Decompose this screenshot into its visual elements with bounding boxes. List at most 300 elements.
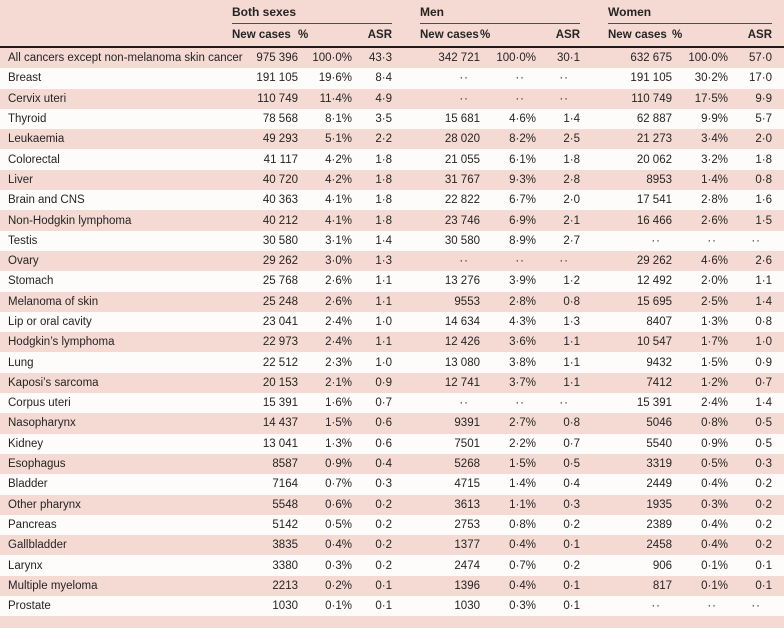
table-row (0, 495, 784, 515)
both-asr-value: 3·5 (375, 113, 392, 126)
men-new-cases-value: 13 080 (444, 356, 480, 369)
women-percent-value: 1·3% (701, 316, 728, 328)
cancer-type-label: Lip or oral cavity (8, 316, 92, 328)
men-new-cases-value: 12 426 (444, 336, 480, 349)
both-percent-value: 2·1% (325, 376, 352, 389)
both-new-cases-value: 5548 (272, 498, 298, 511)
table-bottom-strip (0, 616, 784, 628)
cancer-type-label: Lung (8, 356, 34, 369)
group-header-both-sexes: Both sexes (232, 5, 392, 24)
women-new-cases-value: 8953 (646, 173, 672, 186)
women-percent-value: 30·2% (694, 72, 728, 85)
women-percent-value: 1·7% (701, 336, 728, 349)
table-row (0, 352, 784, 372)
women-percent-value: 2·8% (701, 194, 728, 207)
men-percent-value: 0·7% (509, 559, 536, 572)
men-new-cases-value: 1377 (454, 539, 480, 552)
table-row (0, 535, 784, 555)
both-percent-value: 4·1% (325, 194, 352, 207)
women-new-cases-value: 62 887 (636, 113, 672, 126)
women-asr-value: 17·0 (748, 72, 772, 85)
women-asr-value: 5·7 (755, 113, 772, 126)
men-asr-value: 1·4 (563, 113, 580, 126)
men-asr-value: ·· (559, 397, 569, 410)
both-percent-value: 2·6% (325, 295, 352, 308)
men-percent-value: 1·5% (509, 458, 536, 471)
both-new-cases-value: 7164 (272, 478, 298, 491)
women-new-cases-value: 110 749 (631, 92, 672, 105)
women-asr-value: 2·6 (755, 255, 772, 268)
men-new-cases-value: 21 055 (444, 153, 480, 166)
men-asr-value: 0·7 (563, 437, 580, 450)
col-header-both-percent: % (298, 29, 309, 41)
men-percent-value: ·· (515, 92, 525, 105)
men-asr-value: 1·1 (563, 376, 580, 389)
both-new-cases-value: 23 041 (262, 316, 298, 328)
men-asr-value: ·· (559, 255, 569, 268)
women-asr-value: 1·4 (755, 397, 772, 410)
women-percent-value: 0·1% (701, 579, 728, 592)
table-row (0, 129, 784, 149)
cancer-type-label: Multiple myeloma (8, 579, 98, 592)
men-asr-value: 0·1 (563, 600, 580, 613)
both-percent-value: 2·4% (325, 336, 352, 349)
women-asr-value: ·· (751, 234, 761, 247)
women-new-cases-value: 7412 (646, 376, 672, 389)
men-asr-value: ·· (559, 92, 569, 105)
men-percent-value: 1·4% (509, 478, 536, 491)
men-asr-value: 1·1 (563, 336, 580, 349)
col-header-men-asr: ASR (555, 29, 580, 41)
men-percent-value: 9·3% (509, 173, 536, 186)
cancer-type-label: Liver (8, 173, 33, 186)
both-new-cases-value: 25 248 (262, 295, 298, 308)
table-row (0, 454, 784, 474)
table-row (0, 393, 784, 413)
both-asr-value: 1·8 (375, 214, 392, 227)
both-percent-value: 0·6% (325, 498, 352, 511)
table-row (0, 251, 784, 271)
men-percent-value: 100·0% (496, 52, 536, 65)
men-new-cases-value: 1030 (454, 600, 480, 613)
both-new-cases-value: 3380 (272, 559, 298, 572)
women-percent-value: 0·9% (701, 437, 728, 450)
women-asr-value: 0·7 (755, 376, 772, 389)
men-new-cases-value: 9553 (454, 295, 480, 308)
men-percent-value: 6·7% (509, 194, 536, 207)
both-new-cases-value: 3835 (272, 539, 298, 552)
both-asr-value: 0·1 (375, 579, 392, 592)
women-asr-value: 0·1 (755, 559, 772, 572)
women-asr-value: 9·9 (755, 92, 772, 105)
both-new-cases-value: 2213 (272, 579, 298, 592)
cancer-type-label: Melanoma of skin (8, 295, 99, 308)
women-percent-value: 2·0% (701, 275, 728, 288)
cancer-type-label: Colorectal (8, 153, 60, 166)
women-asr-value: 0·2 (755, 518, 772, 531)
women-percent-value: 1·4% (701, 173, 728, 186)
men-percent-value: ·· (515, 397, 525, 410)
both-asr-value: 1·8 (375, 194, 392, 207)
men-new-cases-value: 13 276 (444, 275, 480, 288)
men-new-cases-value: 14 634 (444, 316, 480, 328)
cancer-type-label: Thyroid (8, 113, 47, 126)
women-new-cases-value: 2449 (646, 478, 672, 491)
table-row (0, 515, 784, 535)
women-asr-value: 0·8 (755, 173, 772, 186)
cancer-type-label: Ovary (8, 255, 39, 268)
both-asr-value: 0·6 (375, 417, 392, 430)
men-new-cases-value: 28 020 (444, 133, 480, 146)
women-new-cases-value: 8407 (646, 316, 672, 328)
both-new-cases-value: 29 262 (262, 255, 298, 268)
women-percent-value: 4·6% (701, 255, 728, 268)
men-new-cases-value: 31 767 (444, 173, 480, 186)
group-header-men: Men (420, 5, 580, 24)
both-asr-value: 0·6 (375, 437, 392, 450)
both-asr-value: 1·0 (375, 356, 392, 369)
men-asr-value: 2·8 (563, 173, 580, 186)
women-new-cases-value: 906 (652, 559, 672, 572)
women-asr-value: 0·2 (755, 498, 772, 511)
both-new-cases-value: 8587 (272, 458, 298, 471)
women-asr-value: 2·0 (755, 133, 772, 146)
men-asr-value: 2·7 (563, 234, 580, 247)
both-new-cases-value: 30 580 (262, 234, 298, 247)
women-new-cases-value: 9432 (646, 356, 672, 369)
both-new-cases-value: 25 768 (262, 275, 298, 288)
both-percent-value: 0·1% (325, 600, 352, 613)
col-header-women-asr: ASR (747, 29, 772, 41)
men-asr-value: 1·2 (563, 275, 580, 288)
women-asr-value: 1·6 (755, 194, 772, 207)
both-percent-value: 0·3% (325, 559, 352, 572)
women-new-cases-value: 10 547 (636, 336, 672, 349)
cancer-type-label: Corpus uteri (8, 397, 71, 410)
women-asr-value: 0·5 (755, 437, 772, 450)
women-asr-value: 1·0 (755, 336, 772, 349)
women-asr-value: ·· (751, 600, 761, 613)
men-asr-value: 0·2 (563, 518, 580, 531)
both-asr-value: 1·0 (375, 316, 392, 328)
women-percent-value: 0·8% (701, 417, 728, 430)
both-asr-value: 0·2 (375, 498, 392, 511)
both-asr-value: 2·2 (375, 133, 392, 146)
men-new-cases-value: ·· (459, 92, 469, 105)
men-percent-value: 3·6% (509, 336, 536, 349)
both-new-cases-value: 49 293 (262, 133, 298, 146)
both-new-cases-value: 22 512 (262, 356, 298, 369)
both-new-cases-value: 14 437 (262, 417, 298, 430)
both-percent-value: 3·1% (325, 234, 352, 247)
cancer-type-label: Cervix uteri (8, 92, 67, 105)
men-new-cases-value: 12 741 (444, 376, 480, 389)
men-new-cases-value: 1396 (454, 579, 480, 592)
women-percent-value: 2·5% (701, 295, 728, 308)
both-percent-value: 2·3% (325, 356, 352, 369)
both-percent-value: 1·6% (325, 397, 352, 410)
both-asr-value: 1·4 (375, 234, 392, 247)
col-header-men-percent: % (480, 29, 491, 41)
women-new-cases-value: 5540 (646, 437, 672, 450)
men-asr-value: 1·1 (563, 356, 580, 369)
women-percent-value: 0·4% (701, 539, 728, 552)
table-row (0, 555, 784, 575)
both-asr-value: 0·2 (375, 559, 392, 572)
men-asr-value: 0·2 (563, 559, 580, 572)
women-percent-value: 0·1% (701, 559, 728, 572)
women-new-cases-value: 2458 (646, 539, 672, 552)
men-asr-value: 30·1 (556, 52, 580, 65)
cancer-type-label: Bladder (8, 478, 48, 491)
men-asr-value: 2·0 (563, 194, 580, 207)
table-row (0, 149, 784, 169)
both-percent-value: 4·1% (325, 214, 352, 227)
women-asr-value: 57·0 (748, 52, 772, 65)
both-new-cases-value: 110 749 (257, 92, 298, 105)
table-row (0, 210, 784, 230)
both-percent-value: 8·1% (325, 113, 352, 126)
men-percent-value: 3·9% (509, 275, 536, 288)
men-new-cases-value: 7501 (454, 437, 480, 450)
cancer-type-label: Kaposi’s sarcoma (8, 376, 99, 389)
women-asr-value: 1·8 (755, 153, 772, 166)
both-asr-value: 0·2 (375, 539, 392, 552)
women-percent-value: 3·4% (701, 133, 728, 146)
both-new-cases-value: 191 105 (256, 72, 298, 85)
table-body (0, 48, 784, 616)
women-percent-value: ·· (707, 234, 717, 247)
men-new-cases-value: 4715 (454, 478, 480, 491)
both-new-cases-value: 975 396 (256, 52, 298, 65)
col-header-men-new-cases: New cases (420, 29, 479, 41)
men-asr-value: 0·4 (563, 478, 580, 491)
both-new-cases-value: 15 391 (262, 397, 298, 410)
men-new-cases-value: 2753 (454, 518, 480, 531)
table-row (0, 89, 784, 109)
cancer-type-label: Stomach (8, 275, 54, 288)
table-header-group-row (0, 0, 784, 24)
cancer-type-label: Testis (8, 234, 38, 247)
men-percent-value: 4·3% (509, 316, 536, 328)
men-percent-value: 0·4% (509, 579, 536, 592)
women-percent-value: 0·3% (701, 498, 728, 511)
both-percent-value: 3·0% (325, 255, 352, 268)
women-percent-value: 0·5% (701, 458, 728, 471)
women-asr-value: 0·9 (755, 356, 772, 369)
cancer-type-label: Brain and CNS (8, 194, 85, 207)
both-percent-value: 0·7% (325, 478, 352, 491)
men-new-cases-value: 3613 (454, 498, 480, 511)
men-percent-value: 2·7% (509, 417, 536, 430)
cancer-type-label: Gallbladder (8, 539, 67, 552)
cancer-type-label: Hodgkin’s lymphoma (8, 336, 115, 349)
both-percent-value: 0·9% (325, 458, 352, 471)
table-row (0, 68, 784, 88)
cancer-type-label: Larynx (8, 559, 43, 572)
women-asr-value: 0·2 (755, 539, 772, 552)
table-row (0, 48, 784, 68)
both-new-cases-value: 41 117 (263, 153, 298, 166)
women-asr-value: 0·8 (755, 316, 772, 328)
both-new-cases-value: 40 212 (262, 214, 298, 227)
table-row (0, 190, 784, 210)
cancer-type-label: Kidney (8, 437, 44, 450)
women-new-cases-value: 17 541 (636, 194, 672, 207)
group-header-women: Women (608, 5, 772, 24)
table-row (0, 231, 784, 251)
men-percent-value: 4·6% (509, 113, 536, 126)
women-new-cases-value: ·· (651, 234, 661, 247)
women-new-cases-value: 1935 (646, 498, 672, 511)
both-percent-value: 11·4% (319, 92, 352, 105)
cancer-type-label: Prostate (8, 600, 51, 613)
women-new-cases-value: 20 062 (636, 153, 672, 166)
cancer-type-label: Breast (8, 72, 42, 85)
women-new-cases-value: 191 105 (630, 72, 672, 85)
both-asr-value: 0·9 (375, 376, 392, 389)
women-new-cases-value: 632 675 (630, 52, 672, 65)
men-new-cases-value: ·· (459, 397, 469, 410)
men-asr-value: 0·1 (563, 539, 580, 552)
both-asr-value: 0·3 (375, 478, 392, 491)
men-asr-value: 0·3 (563, 498, 580, 511)
men-percent-value: 8·9% (509, 234, 536, 247)
women-asr-value: 0·2 (755, 478, 772, 491)
women-asr-value: 1·1 (755, 275, 772, 288)
cancer-type-label: Non-Hodgkin lymphoma (8, 214, 132, 227)
men-percent-value: ·· (515, 255, 525, 268)
table-row (0, 434, 784, 454)
both-percent-value: 100·0% (312, 52, 352, 65)
both-new-cases-value: 22 973 (262, 336, 298, 349)
both-asr-value: 43·3 (368, 52, 392, 65)
women-percent-value: 1·5% (701, 356, 728, 369)
women-new-cases-value: 29 262 (636, 255, 672, 268)
table-row (0, 292, 784, 312)
table-row (0, 373, 784, 393)
women-new-cases-value: 15 391 (636, 397, 672, 410)
both-asr-value: 0·4 (375, 458, 392, 471)
women-asr-value: 0·5 (755, 417, 772, 430)
col-header-both-asr: ASR (367, 29, 392, 41)
men-percent-value: 0·8% (509, 518, 536, 531)
women-asr-value: 0·3 (755, 458, 772, 471)
men-new-cases-value: 5268 (454, 458, 480, 471)
both-percent-value: 2·4% (325, 316, 352, 328)
men-percent-value: 6·9% (509, 214, 536, 227)
women-percent-value: 17·5% (694, 92, 728, 105)
women-new-cases-value: 3319 (646, 458, 672, 471)
men-asr-value: 0·8 (563, 295, 580, 308)
women-asr-value: 0·1 (755, 579, 772, 592)
men-percent-value: ·· (515, 72, 525, 85)
women-percent-value: 9·9% (701, 113, 728, 126)
men-asr-value: 1·3 (563, 316, 580, 328)
women-new-cases-value: 15 695 (636, 295, 672, 308)
men-new-cases-value: ·· (459, 72, 469, 85)
table-row (0, 332, 784, 352)
men-asr-value: 1·8 (563, 153, 580, 166)
table-row (0, 170, 784, 190)
men-asr-value: ·· (559, 72, 569, 85)
women-percent-value: 0·4% (701, 478, 728, 491)
men-percent-value: 8·2% (509, 133, 536, 146)
men-percent-value: 3·8% (509, 356, 536, 369)
col-header-both-new-cases: New cases (232, 29, 291, 41)
both-percent-value: 1·5% (325, 417, 352, 430)
women-new-cases-value: 12 492 (636, 275, 672, 288)
men-new-cases-value: 15 681 (444, 113, 480, 126)
cancer-type-label: Other pharynx (8, 498, 81, 511)
women-percent-value: 2·6% (701, 214, 728, 227)
both-percent-value: 0·5% (325, 518, 352, 531)
table-header (0, 0, 784, 48)
women-new-cases-value: 2389 (646, 518, 672, 531)
men-asr-value: 0·5 (563, 458, 580, 471)
men-percent-value: 3·7% (509, 376, 536, 389)
table-header-sub-row (0, 24, 784, 46)
men-new-cases-value: 23 746 (444, 214, 480, 227)
table-row (0, 596, 784, 616)
women-new-cases-value: 817 (652, 579, 672, 592)
women-percent-value: 0·4% (701, 518, 728, 531)
men-new-cases-value: 30 580 (444, 234, 480, 247)
table-row (0, 413, 784, 433)
both-asr-value: 8·4 (375, 72, 392, 85)
men-percent-value: 0·3% (509, 600, 536, 613)
both-asr-value: 1·3 (375, 255, 392, 268)
both-asr-value: 1·8 (375, 153, 392, 166)
men-percent-value: 6·1% (509, 153, 536, 166)
men-new-cases-value: ·· (459, 255, 469, 268)
men-percent-value: 1·1% (509, 498, 536, 511)
both-percent-value: 2·6% (325, 275, 352, 288)
men-new-cases-value: 2474 (454, 559, 480, 572)
cancer-type-label: Esophagus (8, 458, 66, 471)
women-percent-value: 3·2% (701, 153, 728, 166)
table-row (0, 474, 784, 494)
men-percent-value: 0·4% (509, 539, 536, 552)
women-new-cases-value: 5046 (646, 417, 672, 430)
women-percent-value: 100·0% (688, 52, 728, 65)
women-new-cases-value: 16 466 (636, 214, 672, 227)
both-percent-value: 0·4% (325, 539, 352, 552)
men-percent-value: 2·8% (509, 295, 536, 308)
table-row (0, 312, 784, 332)
table-row (0, 109, 784, 129)
both-asr-value: 4·9 (375, 92, 392, 105)
both-asr-value: 0·2 (375, 518, 392, 531)
both-new-cases-value: 40 720 (262, 173, 298, 186)
men-asr-value: 0·8 (563, 417, 580, 430)
both-new-cases-value: 40 363 (262, 194, 298, 207)
women-asr-value: 1·5 (755, 214, 772, 227)
both-new-cases-value: 1030 (272, 600, 298, 613)
both-asr-value: 1·8 (375, 173, 392, 186)
both-percent-value: 19·6% (318, 72, 352, 85)
both-percent-value: 5·1% (325, 133, 352, 146)
cancer-type-label: Nasopharynx (8, 417, 76, 430)
men-new-cases-value: 22 822 (444, 194, 480, 207)
men-asr-value: 2·1 (563, 214, 580, 227)
col-header-women-new-cases: New cases (608, 29, 667, 41)
men-asr-value: 0·1 (563, 579, 580, 592)
women-new-cases-value: ·· (651, 600, 661, 613)
men-percent-value: 2·2% (509, 437, 536, 450)
both-percent-value: 0·2% (325, 579, 352, 592)
col-header-women-percent: % (672, 29, 683, 41)
